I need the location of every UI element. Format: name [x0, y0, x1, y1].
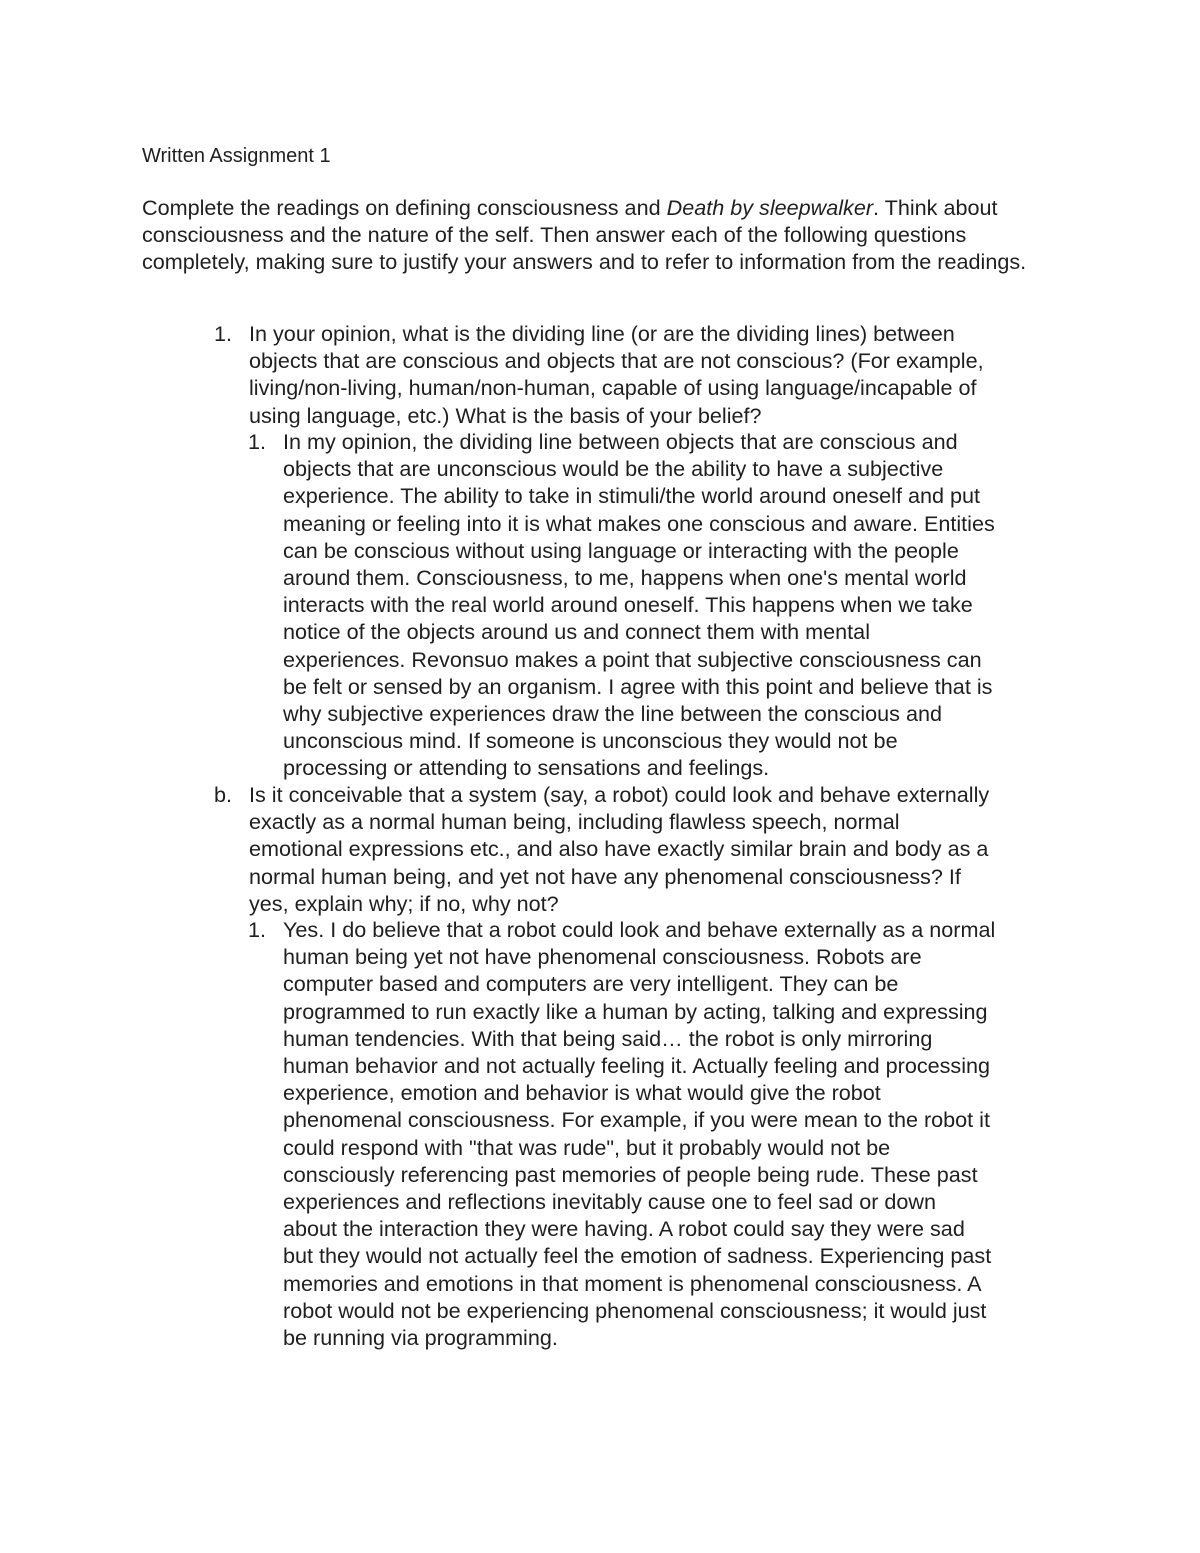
- answer-b-line: be running via programming.: [283, 1325, 558, 1351]
- document-title: Written Assignment 1: [142, 145, 331, 167]
- answer-b-line: experiences and reflections inevitably cause one to feel sad or down: [283, 1189, 937, 1215]
- answer-b-text: [283, 916, 1063, 1351]
- question-b-line: normal human being, and yet not have any phenomenal consciousness? If: [249, 863, 961, 889]
- question-1-line: In your opinion, what is the dividing line (or are the dividing lines) between: [249, 321, 955, 346]
- answer-b-line: human behavior and not actually feeling it. Actually feeling and processing: [283, 1053, 991, 1079]
- answer-b-line: computer based and computers are very intelligent. They can be: [283, 971, 899, 997]
- answer-b-line: experience, emotion and behavior is what would give the robot: [283, 1080, 881, 1106]
- answer-1-line: meaning or feeling into it is what makes one conscious and aware. Entities: [283, 510, 995, 536]
- question-b-line: Is it conceivable that a system (say, a robot) could look and behave externally: [249, 782, 990, 807]
- intro-text-end: . Think about consciousness and the nature of the self. Then answer each of the following questions completely, making sure to justify your answers and to refer to information from the readings.: [142, 195, 1027, 275]
- answer-b-number: 1.: [248, 917, 267, 942]
- answer-1-line: experiences. Revonsuo makes a point that subjective consciousness can: [283, 646, 982, 672]
- answer-1-line: around them. Consciousness, to me, happens when one's mental world: [283, 565, 967, 591]
- question-1-number: 1.: [214, 321, 233, 346]
- answer-1-line: experience. The ability to take in stimuli/the world around oneself and put: [283, 483, 981, 509]
- intro-reading-title: Death by sleepwalker: [666, 195, 874, 220]
- answer-1-line: processing or attending to sensations and feelings.: [283, 755, 770, 781]
- question-1-line: living/non-living, human/non-human, capable of using language/incapable of: [249, 375, 977, 401]
- answer-b-line: phenomenal consciousness. For example, if you were mean to the robot it: [283, 1107, 990, 1133]
- answer-1-line: objects that are unconscious would be the ability to have a subjective: [283, 456, 944, 482]
- answer-b-line: memories and emotions in that moment is phenomenal consciousness. A: [283, 1270, 982, 1296]
- answer-b-line: programmed to run exactly like a human by acting, talking and expressing: [283, 998, 988, 1024]
- intro-text-start: Complete the readings on defining consciousness and: [142, 195, 667, 220]
- answer-b-line: Yes. I do believe that a robot could look and behave externally as a normal: [283, 917, 996, 942]
- answer-b-line: consciously referencing past memories of people being rude. These past: [283, 1161, 978, 1187]
- question-b-text: [249, 781, 1064, 917]
- question-b-line: exactly as a normal human being, including flawless speech, normal: [249, 809, 900, 835]
- question-1-line: using language, etc.) What is the basis of your belief?: [249, 402, 762, 428]
- answer-b-line: human being yet not have phenomenal consciousness. Robots are: [283, 944, 922, 970]
- answer-b-line: but they would not actually feel the emotion of sadness. Experiencing past: [283, 1243, 992, 1269]
- answer-1-line: notice of the objects around us and connect them with mental: [283, 619, 870, 645]
- answer-1-line: In my opinion, the dividing line between objects that are conscious and: [283, 429, 958, 454]
- question-1-text: [249, 320, 1059, 429]
- answer-1-line: why subjective experiences draw the line between the conscious and: [283, 701, 942, 727]
- answer-1-line: be felt or sensed by an organism. I agree with this point and believe that is: [283, 673, 993, 699]
- answer-1-line: interacts with the real world around oneself. This happens when we take: [283, 592, 973, 618]
- question-b-line: yes, explain why; if no, why not?: [249, 890, 559, 916]
- answer-b-line: human tendencies. With that being said… the robot is only mirroring: [283, 1025, 933, 1051]
- question-1-line: objects that are conscious and objects that are not conscious? (For example,: [249, 348, 984, 374]
- answer-1-line: unconscious mind. If someone is unconscious they would not be: [283, 728, 898, 754]
- answer-b-line: could respond with "that was rude", but it probably would not be: [283, 1134, 891, 1160]
- answer-b-line: about the interaction they were having. A robot could say they were sad: [283, 1216, 965, 1242]
- answer-b-line: robot would not be experiencing phenomenal consciousness; it would just: [283, 1297, 987, 1323]
- answer-1-text: [283, 428, 1063, 782]
- question-b-line: emotional expressions etc., and also have exactly similar brain and body as a: [249, 836, 989, 862]
- answer-1-line: can be conscious without using language or interacting with the people: [283, 537, 959, 563]
- intro-paragraph: [142, 194, 1042, 276]
- question-b-letter: b.: [214, 782, 233, 807]
- answer-1-number: 1.: [248, 429, 267, 454]
